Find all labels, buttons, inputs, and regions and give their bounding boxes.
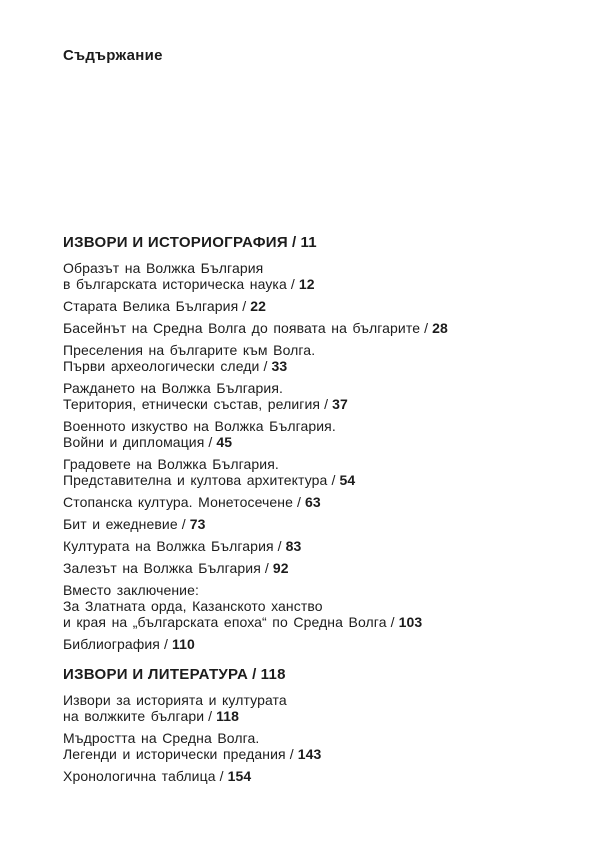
entry-text: и края на „българската епоха“ по Средна Волга <box>63 614 387 630</box>
separator: / <box>242 298 247 314</box>
separator: / <box>181 516 186 532</box>
entry-text: Библиография <box>63 636 160 652</box>
page-number: 103 <box>398 614 423 630</box>
separator: / <box>289 746 294 762</box>
toc-entry <box>63 538 568 554</box>
page-number: 45 <box>216 434 233 450</box>
separator: / <box>390 614 395 630</box>
entry-text: Преселения на българите към Волга. <box>63 342 316 358</box>
entry-text: Градовете на Волжка България. <box>63 456 279 472</box>
page-number: 28 <box>432 320 448 336</box>
page-number: 54 <box>339 472 356 488</box>
entry-text: Басейнът на Средна Волга до появата на българите <box>63 320 421 336</box>
entry-text: Вместо заключение: <box>63 582 199 598</box>
page-number: 110 <box>171 636 195 652</box>
page-number: 63 <box>304 494 321 510</box>
section-heading-text: ИЗВОРИ И ИСТОРИОГРАФИЯ <box>63 234 288 251</box>
separator: / <box>291 234 297 251</box>
page-number: 33 <box>271 358 288 374</box>
separator: / <box>219 768 224 784</box>
separator: / <box>424 320 429 336</box>
separator: / <box>252 666 257 683</box>
entry-text: Стопанска култура. Монетосечене <box>63 494 293 510</box>
entry-text: Войни и дипломация <box>63 434 205 450</box>
toc-entry <box>63 494 568 510</box>
toc-entry <box>63 418 568 450</box>
separator: / <box>263 358 268 374</box>
separator: / <box>208 434 213 450</box>
entry-text: Бит и ежедневие <box>63 516 178 532</box>
entry-text: За Златната орда, Казанското ханство <box>63 598 323 614</box>
toc-entry <box>63 298 568 314</box>
page-number: 22 <box>250 298 267 314</box>
toc-entry <box>63 320 568 336</box>
page-title: Съдържание <box>63 47 163 64</box>
entry-text: Първи археологически следи <box>63 358 260 374</box>
table-of-contents <box>63 234 568 790</box>
separator: / <box>290 276 295 292</box>
entry-text: в българската историческа наука <box>63 276 287 292</box>
separator: / <box>296 494 301 510</box>
page-number: 143 <box>297 746 322 762</box>
toc-entry <box>63 730 568 762</box>
section-page-number: 11 <box>300 234 317 251</box>
separator: / <box>324 396 329 412</box>
entry-text: Извори за историята и културата <box>63 692 287 708</box>
section-heading-text: ИЗВОРИ И ЛИТЕРАТУРА <box>63 666 249 683</box>
toc-entry <box>63 692 568 724</box>
toc-entry <box>63 582 568 630</box>
entry-text: Образът на Волжка България <box>63 260 264 276</box>
section-heading <box>63 234 568 252</box>
entry-text: Представителна и култова архитектура <box>63 472 328 488</box>
entry-text: Раждането на Волжка България. <box>63 380 283 396</box>
separator: / <box>277 538 282 554</box>
entry-text: Легенди и исторически предания <box>63 746 286 762</box>
toc-entry <box>63 260 568 292</box>
entry-text: Старата Велика България <box>63 298 239 314</box>
section-heading <box>63 666 568 684</box>
separator: / <box>208 708 213 724</box>
toc-entry <box>63 342 568 374</box>
entry-text: Залезът на Волжка България <box>63 560 261 576</box>
page-number: 154 <box>227 768 252 784</box>
toc-entry <box>63 768 568 784</box>
toc-entry <box>63 516 568 532</box>
toc-entry <box>63 380 568 412</box>
page-number: 118 <box>216 708 240 724</box>
entry-text: Територия, етнически състав, религия <box>63 396 321 412</box>
entry-text: Хронологична таблица <box>63 768 216 784</box>
separator: / <box>264 560 269 576</box>
toc-entry <box>63 560 568 576</box>
entry-text: Мъдростта на Средна Волга. <box>63 730 260 746</box>
entry-text: Военното изкуство на Волжка България. <box>63 418 336 434</box>
separator: / <box>163 636 168 652</box>
toc-entry <box>63 456 568 488</box>
page-number: 92 <box>272 560 289 576</box>
page-number: 12 <box>298 276 315 292</box>
entry-text: на волжките българи <box>63 708 205 724</box>
page-number: 37 <box>332 396 348 412</box>
toc-entry <box>63 636 568 652</box>
page-number: 73 <box>189 516 206 532</box>
separator: / <box>331 472 336 488</box>
page-number: 83 <box>285 538 302 554</box>
section-page-number: 118 <box>260 666 286 683</box>
entry-text: Културата на Волжка България <box>63 538 274 554</box>
